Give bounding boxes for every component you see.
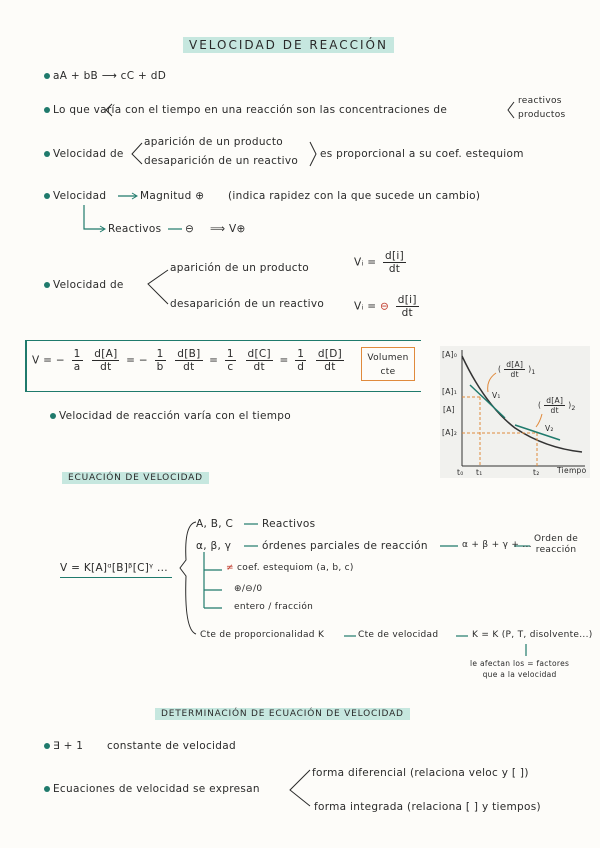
minus-sign-icon: ⊖: [380, 300, 390, 313]
graph-t1: t₁: [476, 468, 483, 477]
velocity-product-formula: Vᵢ = $\frac{d[i]}{dt}$: [354, 250, 405, 275]
reactives-note: Reactivos: [108, 223, 162, 235]
velocity-magnitude: Velocidad: [44, 190, 106, 202]
graph-y2: [A]₂: [442, 428, 458, 437]
graph-y0: [A]₀: [442, 350, 458, 359]
exists-constant-line: ∃ + 1 constante de velocidad: [44, 740, 236, 752]
brace-reactivos: [106, 104, 112, 116]
item-rate-constant: Cte de velocidad: [358, 630, 439, 640]
graph-t0: t₀: [457, 468, 464, 477]
velocity-positive: ⟹ V⊕: [210, 223, 246, 235]
brace-rate-law: [180, 522, 196, 634]
velocity-varies-line: Velocidad de reacción varía con el tiempo: [50, 410, 291, 422]
brace-branches: [148, 270, 168, 304]
section-rate-equation: ECUACIÓN DE VELOCIDAD: [62, 473, 209, 483]
item-greek: α, β, γ: [196, 540, 232, 552]
slope-1: ( $\frac{d[A]}{dt}$ )$_1$: [498, 360, 536, 379]
option-aparicion: aparición de un producto: [144, 136, 283, 148]
brace-proportional: [310, 142, 316, 166]
volume-constant-note: Volumen cte: [361, 347, 415, 381]
velocity-reactive-formula: Vᵢ = ⊖ $\frac{d[i]}{dt}$: [354, 294, 417, 319]
item-signs: ⊕/⊖/0: [234, 584, 263, 594]
brace-expressions: [290, 770, 310, 806]
item-sum: α + β + γ + ...: [462, 540, 532, 550]
velocity-definition: Velocidad de: [44, 148, 124, 160]
section-determination: DETERMINACIÓN DE ECUACIÓN DE VELOCIDAD: [155, 709, 410, 719]
graph-t2: t₂: [533, 468, 540, 477]
graph-x-label: Tiempo: [557, 466, 587, 475]
item-reaction-order: Orden de reacción: [534, 534, 579, 555]
item-partial-orders: órdenes parciales de reacción: [262, 540, 428, 552]
brace-velocity: [132, 143, 142, 164]
rate-law: V = K[A]ᵅ[B]ᵝ[C]ᵞ ...: [60, 562, 172, 578]
page-title: VELOCIDAD DE REACCIÓN: [183, 38, 394, 52]
item-abc-reactivos: Reactivos: [262, 518, 316, 530]
magnitude-label: Magnitud ⊕: [140, 190, 205, 202]
option-desaparicion: desaparición de un reactivo: [144, 155, 299, 167]
graph-v1: V₁: [492, 391, 501, 400]
graph-y-label: [A]: [443, 405, 455, 414]
plus-icon: ⊕: [195, 190, 205, 202]
item-integer-fraction: entero / fracción: [234, 602, 314, 612]
item-affecting-factors: le afectan los = factores que a la velocidad: [470, 659, 570, 679]
option-reactivos: reactivos: [518, 96, 562, 106]
proportional-note: es proporcional a su coef. estequiom: [320, 148, 524, 160]
item-not-coef: ≠ coef. estequiom (a, b, c): [226, 563, 354, 573]
concentration-line: Lo que varía con el tiempo en una reacción son las concentraciones de: [44, 104, 447, 116]
item-k-function: K = K (P, T, disolvente...): [472, 630, 593, 640]
item-proportionality: Cte de proporcionalidad K: [200, 630, 325, 640]
item-abc: A, B, C: [196, 518, 234, 530]
form-differential: forma diferencial (relaciona veloc y [ ]): [312, 767, 529, 779]
expression-line: Ecuaciones de velocidad se expresan: [44, 783, 260, 795]
branch-aparicion: aparición de un producto: [170, 262, 309, 274]
reaction-equation: aA + bB ⟶ cC + dD: [44, 70, 166, 82]
velocity-branches: Velocidad de: [44, 279, 124, 291]
branch-desaparicion: desaparición de un reactivo: [170, 298, 325, 310]
arrow-reactives: [84, 205, 104, 229]
rate-formula: V = − $\frac{1}{a}$ $\frac{d[A]}{dt}$ = − $\frac{1}{b}$ $\frac{d[B]}{dt}$ = $\frac{1}{c}$ $\frac{d[C]}{dt}$ = $\frac{1}{d}$ $\frac{d[D]}{dt}$: [32, 348, 343, 373]
graph-v2: V₂: [545, 424, 554, 433]
option-productos: productos: [518, 110, 566, 120]
magnitude-note: (indica rapidez con la que sucede un cambio): [228, 190, 481, 202]
bullet-icon: [44, 786, 50, 792]
bullet-icon: [44, 743, 50, 749]
brace-concentration: [508, 102, 514, 118]
form-integrated: forma integrada (relaciona [ ] y tiempos): [314, 801, 541, 813]
graph-y1: [A]₁: [442, 387, 458, 396]
sub-branch-lines: [204, 552, 222, 608]
slope-2: ( $\frac{d[A]}{dt}$ )$_2$: [538, 396, 576, 415]
minus-icon: ⊖: [185, 223, 195, 235]
